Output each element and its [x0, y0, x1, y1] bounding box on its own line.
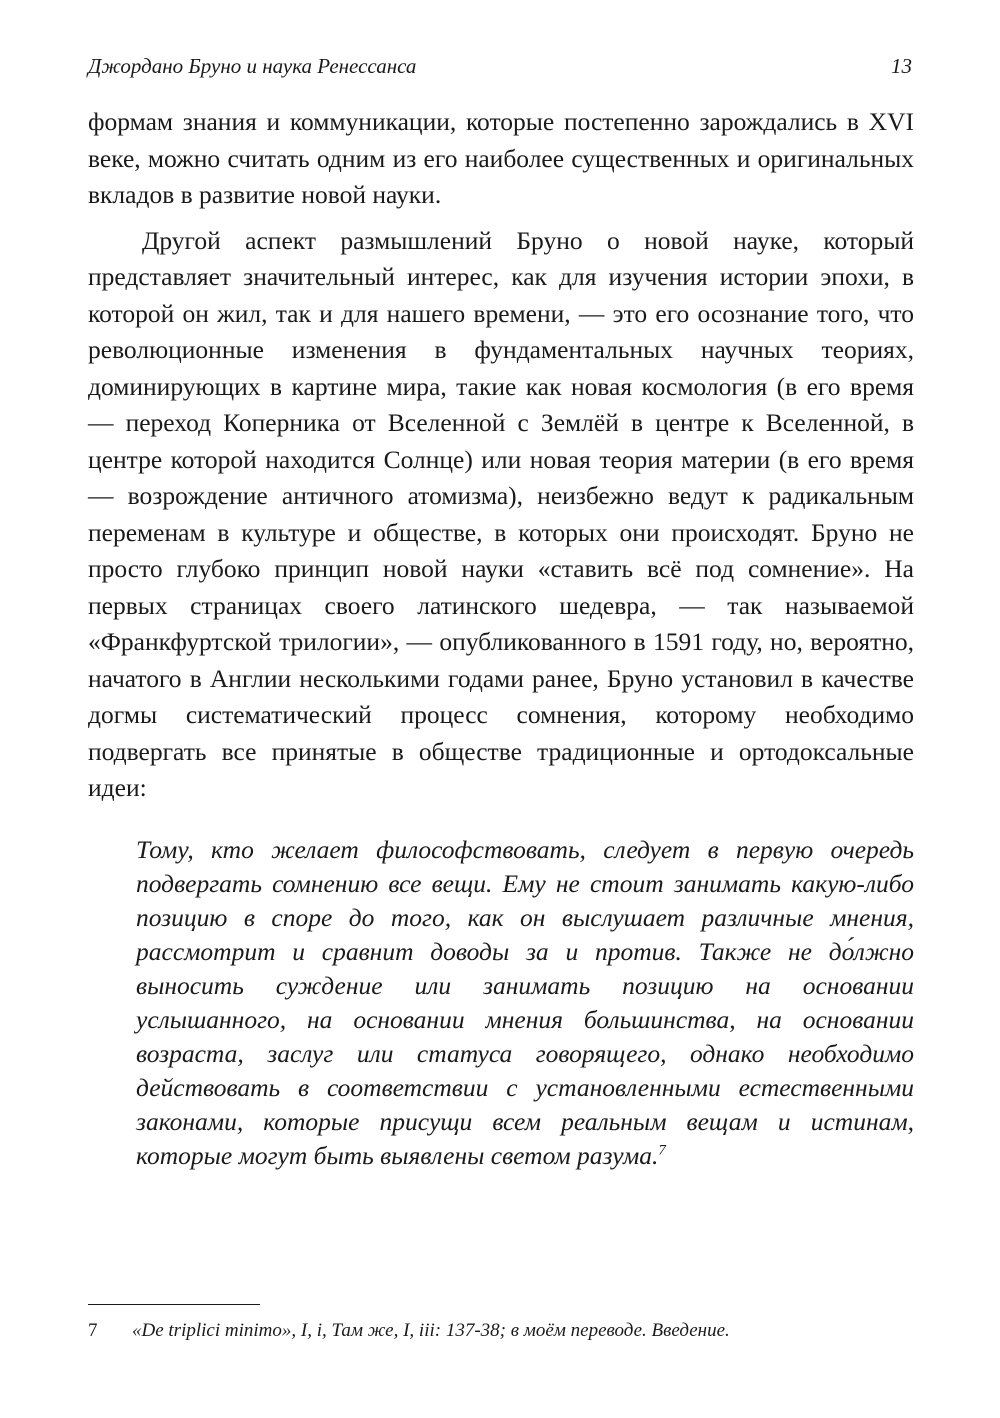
book-page — [88, 0, 914, 1418]
running-head — [88, 50, 914, 82]
footnote-text: «De triplici minimo», I, i, Там же, I, iii: 137-38; в моём переводе. Введение. — [132, 1320, 730, 1341]
running-title: Джордано Бруно и наука Ренессанса — [88, 54, 417, 78]
page-number: 13 — [891, 54, 912, 78]
body-text — [88, 104, 914, 1173]
block-quote-text: Тому, кто желает философствовать, следует в первую очередь подвергать сомнению все вещи. Ему не стоит занимать какую-либо позицию в споре до того, как он выслушает различные мнения, рассмотрит и сравнит доводы за и против. Также не до́лжно выносить суждение или занимать позицию на основании услышанного, на основании мнения большинства, на основании возраста, заслуг или статуса говорящего, однако необходимо действовать в соответствии с установленными естественными законами, которые присущи всем реальным вещам и истинам, которые могут быть выявлены светом разума. — [136, 834, 914, 1170]
footnote-divider — [88, 1304, 260, 1305]
footnote-number: 7 — [88, 1320, 98, 1341]
footnote — [88, 1318, 914, 1344]
footnote-reference[interactable]: 7 — [658, 1142, 666, 1158]
block-quote — [88, 833, 914, 1173]
paragraph: Другой аспект размышлений Бруно о новой науке, который представляет значительный интерес, как для изучения истории эпохи, в которой он жил, так и для нашего времени, — это его осознание того, что революционные изменения в фундаментальных научных теориях, доминирующих в картине мира, такие как новая космология (в его время — переход Коперника от Вселенной с Землёй в центре к Вселенной, в центре которой находится Солнце) или новая теория материи (в его время — возрождение античного атомизма), неизбежно ведут к радикальным переменам в культуре и обществе, в которых они происходят. Бруно не просто глубоко принцип новой науки «ставить всё под сомнение». На первых страницах своего латинского шедевра, — так называемой «Франкфуртской трилогии», — опубликованного в 1591 году, но, вероятно, начатого в Англии несколькими годами ранее, Бруно установил в качестве догмы систематический процесс сомнения, которому необходимо подвергать все принятые в обществе традиционные и ортодоксальные идеи: — [88, 225, 914, 802]
paragraph-continued: формам знания и коммуникации, которые постепенно зарождались в XVI веке, можно считать одним из его наиболее существенных и оригинальных вкладов в развитие новой науки. — [88, 107, 914, 209]
